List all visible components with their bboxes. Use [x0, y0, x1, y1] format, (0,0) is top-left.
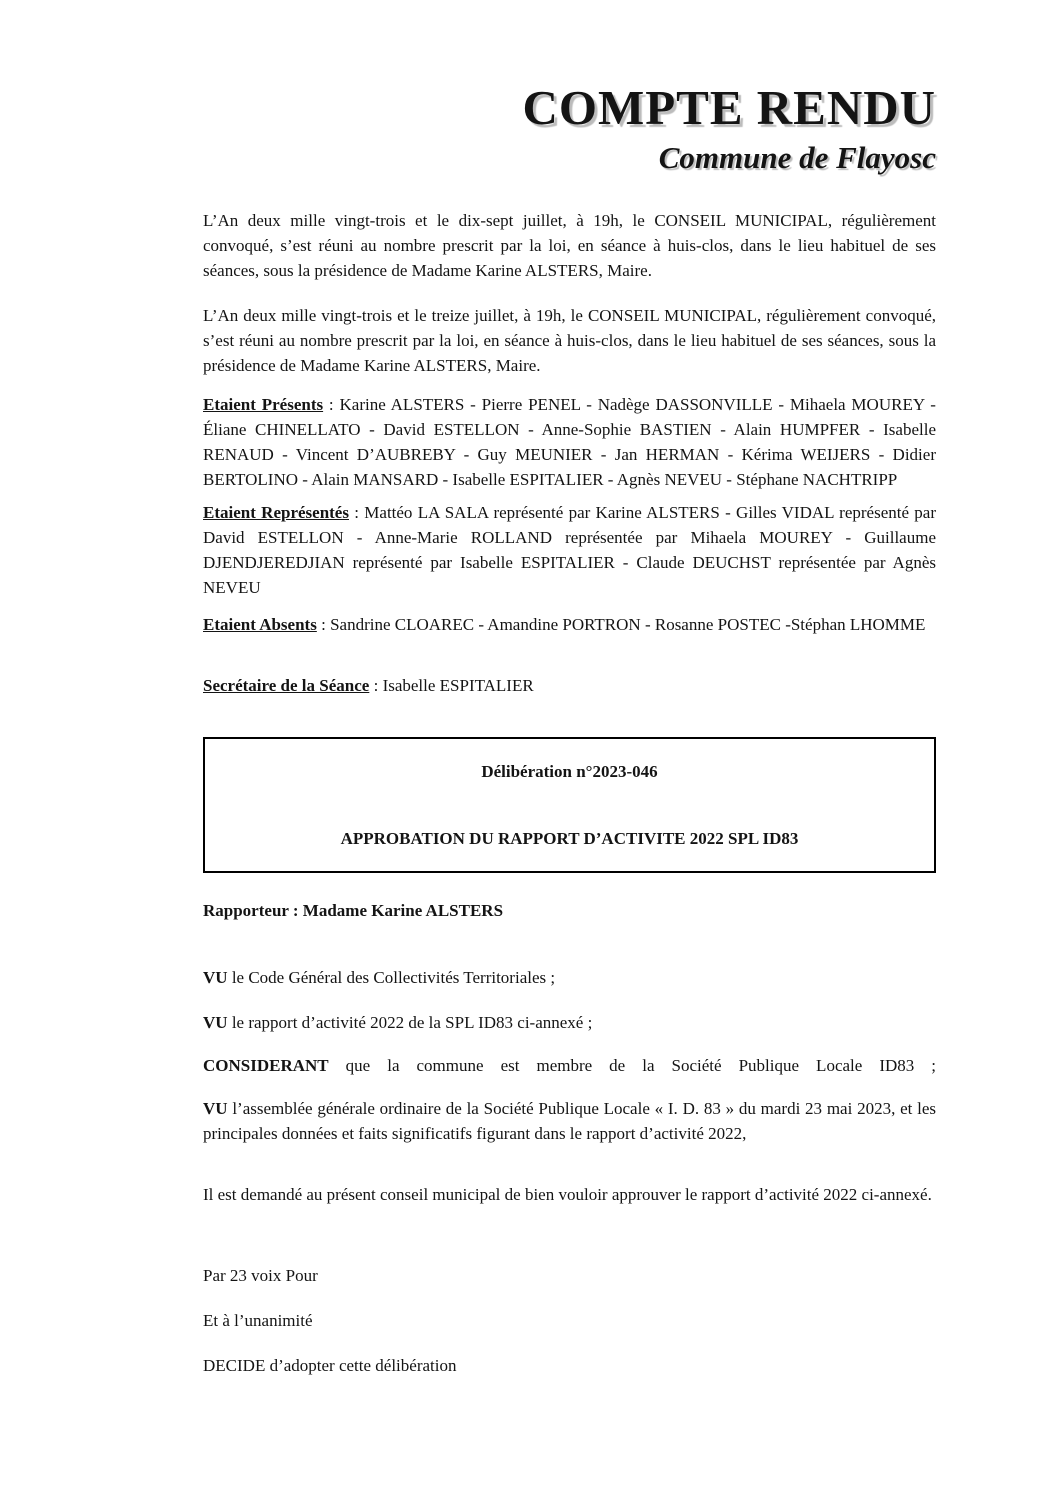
clause-considerant-text: que la commune est membre de la Société Publique Locale ID83 ; [328, 1056, 936, 1075]
clause-vu-assemblee [203, 1096, 936, 1146]
clause-vu-assemblee-text: l’assemblée générale ordinaire de la Société Publique Locale « I. D. 83 » du mardi 23 mai 2023, et les principales données et faits significatifs figurant dans le rapport d’activité 2022, [203, 1099, 936, 1143]
session-secretary-separator: : [369, 676, 383, 695]
session-secretary-name: Isabelle ESPITALIER [382, 676, 534, 695]
absent-members-label: Etaient Absents [203, 615, 317, 634]
clause-vu-cgct-keyword: VU [203, 968, 228, 987]
deliberation-number: Délibération n°2023-046 [481, 762, 658, 781]
present-members-paragraph [203, 392, 936, 492]
page-title: COMPTE RENDU [522, 80, 936, 135]
vote-count-line: Par 23 voix Pour [203, 1266, 318, 1285]
document-header [203, 82, 936, 176]
clause-vu-rapport-text: le rapport d’activité 2022 de la SPL ID83 ci-annexé ; [227, 1013, 593, 1032]
represented-members-separator: : [348, 503, 365, 522]
clause-vu-cgct [203, 965, 936, 990]
absent-members-separator: : [316, 615, 331, 634]
absent-members-paragraph [203, 612, 936, 637]
rapporteur-line: Rapporteur : Madame Karine ALSTERS [203, 901, 504, 920]
session-secretary-paragraph [203, 673, 936, 698]
clause-vu-cgct-text: le Code Général des Collectivités Territoriales ; [227, 968, 556, 987]
clause-vu-rapport [203, 1010, 936, 1035]
clause-vu-assemblee-keyword: VU [203, 1099, 228, 1118]
present-members-label: Etaient Présents [203, 395, 324, 414]
opening-paragraph-13-july: L’An deux mille vingt-trois et le treize juillet, à 19h, le CONSEIL MUNICIPAL, régulièrement convoqué, s’est réuni au nombre prescrit par la loi, en séance à huis-clos, dans le lieu habituel de ses séances, sous la présidence de Madame Karine ALSTERS, Maire. [203, 306, 936, 375]
session-secretary-label: Secrétaire de la Séance [203, 676, 370, 695]
clause-considerant-keyword: CONSIDERANT [203, 1056, 329, 1075]
approval-request-paragraph: Il est demandé au présent conseil municipal de bien vouloir approuver le rapport d’activité 2022 ci-annexé. [203, 1185, 932, 1204]
unanimity-line: Et à l’unanimité [203, 1311, 313, 1330]
present-members-list: Karine ALSTERS - Pierre PENEL - Nadège DASSONVILLE - Mihaela MOUREY - Éliane CHINELLATO - David ESTELLON - Anne-Sophie BASTIEN - Alain HUMPFER - Isabelle RENAUD - Vincent D’AUBREBY - Guy MEUNIER - Jan HERMAN - Kérima WEIJERS - Didier BERTOLINO - Alain MANSARD - Isabelle ESPITALIER - Agnès NEVEU - Stéphane NACHTRIPP [203, 395, 936, 489]
represented-members-list: Mattéo LA SALA représenté par Karine ALSTERS - Gilles VIDAL représenté par David ESTELLON - Anne-Marie ROLLAND représentée par Mihaela MOUREY - Guillaume DJENDJEREDJIAN représenté par Isabelle ESPITALIER - Claude DEUCHST représentée par Agnès NEVEU [203, 503, 936, 597]
present-members-separator: : [323, 395, 340, 414]
page-subtitle: Commune de Flayosc [658, 140, 936, 175]
represented-members-label: Etaient Représentés [203, 503, 349, 522]
clause-considerant [203, 1053, 936, 1078]
deliberation-title: APPROBATION DU RAPPORT D’ACTIVITE 2022 SPL ID83 [340, 829, 799, 848]
clause-vu-rapport-keyword: VU [203, 1013, 228, 1032]
decision-line: DECIDE d’adopter cette délibération [203, 1356, 457, 1375]
deliberation-box [203, 737, 936, 873]
represented-members-paragraph [203, 500, 936, 600]
opening-paragraph-17-july: L’An deux mille vingt-trois et le dix-sept juillet, à 19h, le CONSEIL MUNICIPAL, régulièrement convoqué, s’est réuni au nombre prescrit par la loi, en séance à huis-clos, dans le lieu habituel de ses séances, sous la présidence de Madame Karine ALSTERS, Maire. [203, 211, 936, 280]
absent-members-list: Sandrine CLOAREC - Amandine PORTRON - Rosanne POSTEC -Stéphan LHOMME [330, 615, 926, 634]
